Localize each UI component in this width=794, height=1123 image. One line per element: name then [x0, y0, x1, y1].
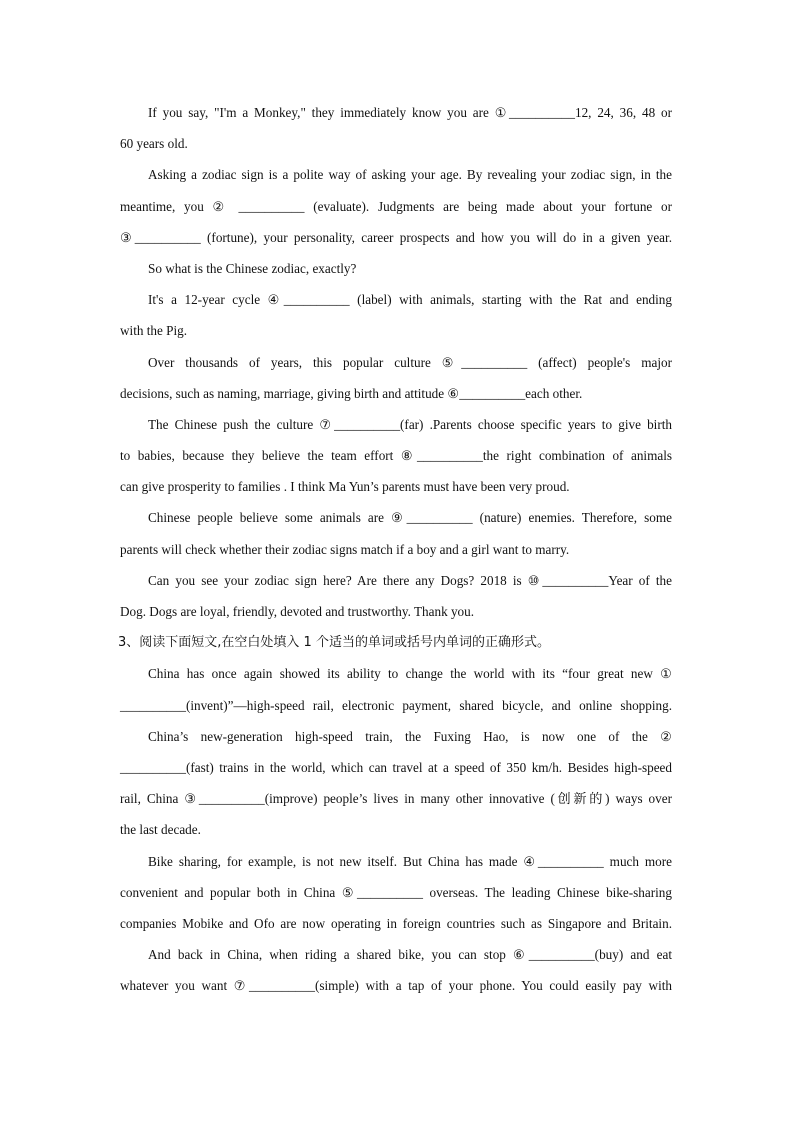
paragraph-line: ③__________ (fortune), your personality, career prospects and how you will do in a given year.	[120, 229, 672, 245]
paragraph-line: companies Mobike and Ofo are now operating in foreign countries such as Singapore and Britain.	[120, 915, 672, 931]
section-title: 3、阅读下面短文,在空白处填入 1 个适当的单词或括号内单词的正确形式。	[118, 635, 550, 651]
paragraph-line: If you say, "I'm a Monkey," they immediately know you are ①__________12, 24, 36, 48 or	[148, 105, 672, 120]
paragraph-line: And back in China, when riding a shared bike, you can stop ⑥__________(buy) and eat	[148, 947, 672, 963]
paragraph-line: It's a 12-year cycle ④__________ (label) with animals, starting with the Rat and ending	[148, 292, 672, 308]
paragraph-line: Bike sharing, for example, is not new itself. But China has made ④__________ much more	[148, 853, 672, 869]
paragraph-line: So what is the Chinese zodiac, exactly?	[148, 260, 357, 276]
paragraph-line: to babies, because they believe the team effort ⑧__________the right combination of animals	[120, 448, 672, 464]
paragraph-line: parents will check whether their zodiac signs match if a boy and a girl want to marry.	[120, 541, 570, 557]
paragraph-line: __________(fast) trains in the world, which can travel at a speed of 350 km/h. Besides high-speed	[120, 759, 672, 775]
paragraph-line: Can you see your zodiac sign here? Are there any Dogs? 2018 is ⑩__________Year of the	[148, 572, 672, 588]
paragraph-line: whatever you want ⑦__________(simple) with a tap of your phone. You could easily pay with	[120, 978, 672, 994]
paragraph-line: Dog. Dogs are loyal, friendly, devoted and trustworthy. Thank you.	[120, 604, 475, 619]
paragraph-line: convenient and popular both in China ⑤__________ overseas. The leading Chinese bike-sharing	[120, 884, 672, 900]
paragraph-line: China has once again showed its ability to change the world with its “four great new ①	[148, 666, 672, 682]
paragraph-line: China’s new-generation high-speed train, the Fuxing Hao, is now one of the ②	[148, 728, 672, 744]
paragraph-line: meantime, you ② __________ (evaluate). Judgments are being made about your fortune or	[120, 198, 672, 214]
paragraph-line: The Chinese push the culture ⑦__________(far) .Parents choose specific years to give birth	[148, 416, 672, 432]
exercise-text	[120, 97, 672, 1001]
paragraph-line: __________(invent)”—high-speed rail, electronic payment, shared bicycle, and online shopping.	[120, 697, 672, 713]
paragraph-line: decisions, such as naming, marriage, giving birth and attitude ⑥__________each other.	[120, 385, 583, 401]
paragraph-line: the last decade.	[120, 822, 201, 838]
paragraph-line: with the Pig.	[120, 323, 188, 339]
paragraph-line: can give prosperity to families . I think Ma Yun’s parents must have been very proud.	[120, 479, 570, 495]
paragraph-line: Asking a zodiac sign is a polite way of asking your age. By revealing your zodiac sign, in the	[148, 167, 672, 183]
paragraph-line: Chinese people believe some animals are ⑨__________ (nature) enemies. Therefore, some	[148, 510, 672, 526]
paragraph-line: 60 years old.	[120, 136, 188, 152]
paragraph-line: rail, China ③__________(improve) people’s lives in many other innovative (创新的) ways over	[120, 791, 672, 807]
paragraph-line: Over thousands of years, this popular culture ⑤__________ (affect) people's major	[148, 354, 672, 370]
